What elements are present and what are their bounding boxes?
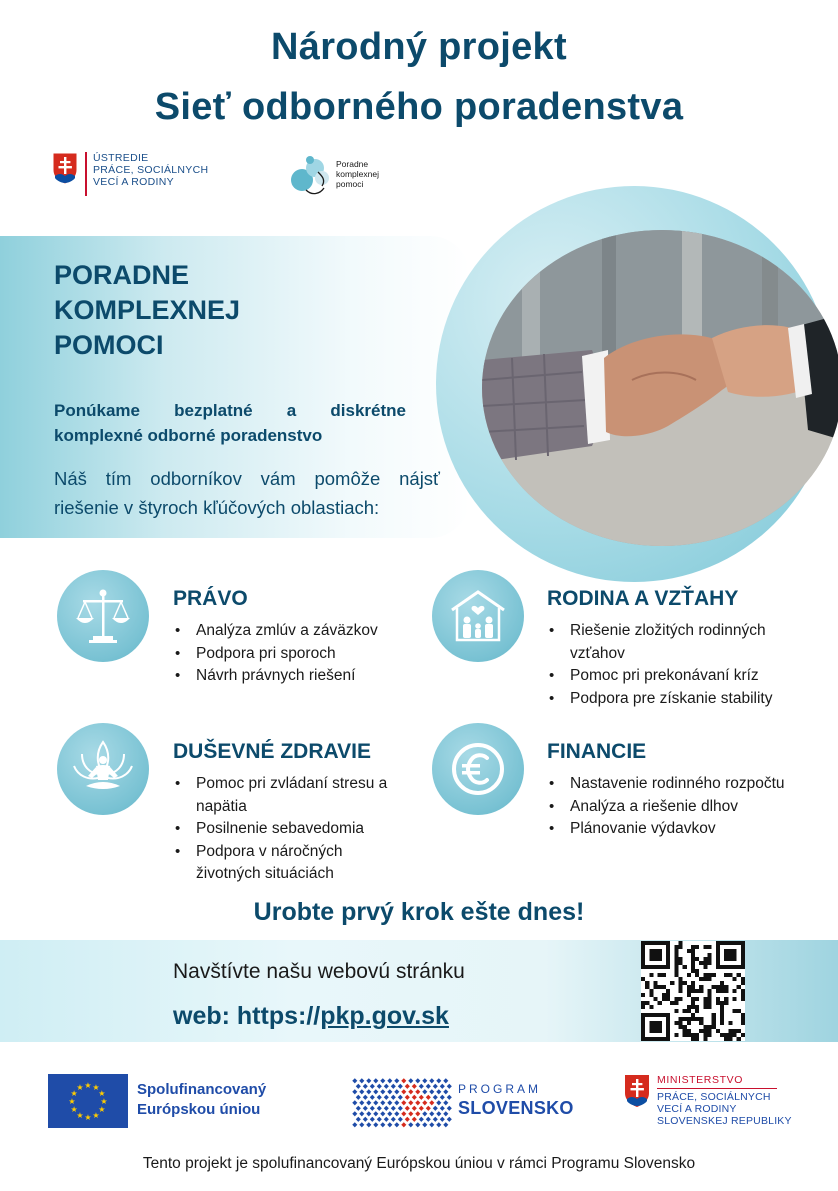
eu-line2: Európskou úniou xyxy=(137,1101,261,1118)
ministry-rule xyxy=(657,1088,777,1089)
slovak-coat-of-arms-icon xyxy=(52,152,78,185)
intro-title xyxy=(54,258,314,363)
section-list-rodina xyxy=(547,620,807,710)
eu-flag-icon xyxy=(48,1074,128,1128)
program-label: PROGRAM xyxy=(458,1082,542,1096)
svg-text:★: ★ xyxy=(68,1097,76,1106)
upsvr-logo xyxy=(52,152,223,196)
ministry-text xyxy=(657,1091,827,1127)
pkp-line3: pomoci xyxy=(336,179,364,189)
list-item: • Podpora pre získanie stability xyxy=(547,688,807,711)
svg-text:★: ★ xyxy=(76,1083,84,1093)
page-title-line1: Národný projekt xyxy=(271,26,567,68)
upsvr-line1: ÚSTREDIE xyxy=(93,152,149,164)
svg-text:★: ★ xyxy=(70,1089,78,1098)
section-list-financie xyxy=(547,773,787,841)
pkp-line1: Poradne xyxy=(336,159,369,169)
ministry-line3: SLOVENSKEJ REPUBLIKY xyxy=(657,1115,792,1127)
family-house-icon xyxy=(432,570,524,662)
website-prefix: web: https:// xyxy=(173,1002,321,1030)
list-item: • Pomoc pri zvládaní stresu a napätia xyxy=(173,773,405,818)
pkp-line2: komplexnej xyxy=(336,169,379,179)
upsvr-text xyxy=(93,152,223,188)
website-link-row xyxy=(173,1000,449,1032)
svg-text:★: ★ xyxy=(98,1105,106,1114)
footer-note: Tento projekt je spolufinancovaný Európskou úniou v rámci Programu Slovensko xyxy=(142,1155,696,1172)
svg-text:★: ★ xyxy=(70,1105,78,1114)
program-slovensko-mark-icon xyxy=(347,1074,453,1128)
upsvr-line3: VECÍ A RODINY xyxy=(93,176,174,188)
eu-cofinanced-text xyxy=(137,1080,266,1120)
qr-code[interactable] xyxy=(641,941,745,1041)
svg-text:★: ★ xyxy=(100,1097,108,1106)
section-list-pravo xyxy=(173,620,413,688)
pkp-people-icon xyxy=(288,150,334,198)
call-to-action: Urobte prvý krok ešte dnes! xyxy=(253,898,585,926)
svg-text:★: ★ xyxy=(92,1110,100,1120)
ministry-line2: VECÍ A RODINY xyxy=(657,1103,737,1115)
handshake-photo xyxy=(482,230,838,546)
handshake-illustration xyxy=(482,230,838,546)
intro-title-line1: PORADNE xyxy=(54,260,190,290)
svg-text:★: ★ xyxy=(84,1081,92,1090)
section-title-rodina: RODINA A VZŤAHY xyxy=(547,587,739,610)
ministry-coat-of-arms-icon xyxy=(624,1074,650,1108)
ministry-title: MINISTERSTVO xyxy=(657,1074,743,1086)
page-title-line2: Sieť odborného poradenstva xyxy=(154,86,684,128)
website-link[interactable]: pkp.gov.sk xyxy=(320,1002,449,1030)
list-item: • Posilnenie sebavedomia xyxy=(173,818,405,841)
pkp-text xyxy=(336,159,396,189)
svg-text:★: ★ xyxy=(98,1089,106,1098)
list-item: • Návrh právnych riešení xyxy=(173,665,413,688)
logo-divider xyxy=(85,152,87,196)
intro-bold-text: Ponúkame bezplatné a diskrétne komplexné odborné poradenstvo xyxy=(54,401,406,445)
svg-text:★: ★ xyxy=(84,1113,92,1122)
visit-website-text: Navštívte našu webovú stránku xyxy=(173,960,465,983)
meditation-lotus-icon xyxy=(57,723,149,815)
intro-text: Náš tím odborníkov vám pomôže nájsť riešenie v štyroch kľúčových oblastiach: xyxy=(54,468,440,518)
list-item: • Podpora pri sporoch xyxy=(173,643,413,666)
section-title-dusevne-zdravie: DUŠEVNÉ ZDRAVIE xyxy=(173,740,371,763)
scales-of-justice-icon xyxy=(57,570,149,662)
intro-title-line2: KOMPLEXNEJ xyxy=(54,295,241,325)
list-item: • Podpora v náročných životných situáciách xyxy=(173,841,405,886)
pkp-logo xyxy=(288,150,396,198)
intro-title-line3: POMOCI xyxy=(54,330,164,360)
svg-text:★: ★ xyxy=(92,1083,100,1093)
svg-text:★: ★ xyxy=(76,1110,84,1120)
list-item: • Riešenie zložitých rodinných vzťahov xyxy=(547,620,807,665)
list-item: • Nastavenie rodinného rozpočtu xyxy=(547,773,787,796)
section-title-pravo: PRÁVO xyxy=(173,587,248,610)
list-item: • Analýza zmlúv a záväzkov xyxy=(173,620,413,643)
slovensko-label: SLOVENSKO xyxy=(458,1098,574,1118)
upsvr-line2: PRÁCE, SOCIÁLNYCH xyxy=(93,164,209,176)
list-item: • Plánovanie výdavkov xyxy=(547,818,787,841)
eu-line1: Spolufinancovaný xyxy=(137,1081,267,1098)
euro-coin-icon xyxy=(432,723,524,815)
list-item: • Pomoc pri prekonávaní kríz xyxy=(547,665,807,688)
section-title-financie: FINANCIE xyxy=(547,740,647,763)
ministry-line1: PRÁCE, SOCIÁLNYCH xyxy=(657,1091,771,1103)
list-item: • Analýza a riešenie dlhov xyxy=(547,796,787,819)
section-list-dusevne-zdravie xyxy=(173,773,405,886)
